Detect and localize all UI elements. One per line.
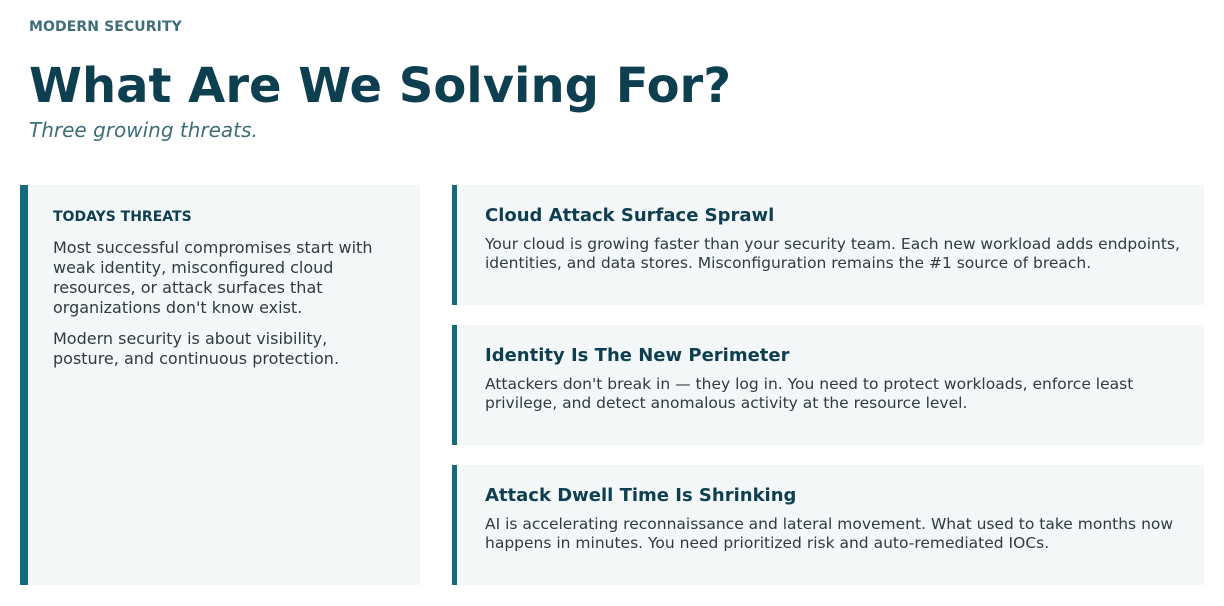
threats-paragraph-2: Modern security is about visibility, posture, and continuous protection.: [53, 329, 340, 368]
threat-card-title: Identity Is The New Perimeter: [485, 345, 790, 366]
threat-card-body: Attackers don't break in — they log in. You need to protect workloads, enforce least privilege, and detect anomalous activity at the resource level.: [485, 375, 1134, 412]
threat-card-body: AI is accelerating reconnaissance and lateral movement. What used to take months now happens in minutes. You need prioritized risk and auto-remediated IOCs.: [485, 515, 1174, 552]
threats-paragraph-1: Most successful compromises start with weak identity, misconfigured cloud resources, or attack surfaces that organizations don't know exist.: [53, 238, 373, 317]
threat-card-title: Attack Dwell Time Is Shrinking: [485, 485, 797, 506]
threat-card-cloud-sprawl: [452, 185, 1204, 305]
todays-threats-panel: [20, 185, 420, 585]
eyebrow-label: MODERN SECURITY: [29, 19, 182, 35]
threat-card-dwell-time: [452, 465, 1204, 585]
todays-threats-heading: TODAYS THREATS: [53, 209, 192, 225]
page-title: What Are We Solving For?: [29, 58, 732, 114]
threat-card-title: Cloud Attack Surface Sprawl: [485, 205, 775, 226]
threat-card-body: Your cloud is growing faster than your security team. Each new workload adds endpoints, identities, and data stores. Misconfiguration remains the #1 source of breach.: [485, 235, 1180, 272]
threat-card-identity-perimeter: [452, 325, 1204, 445]
page-subtitle: Three growing threats.: [29, 118, 258, 142]
